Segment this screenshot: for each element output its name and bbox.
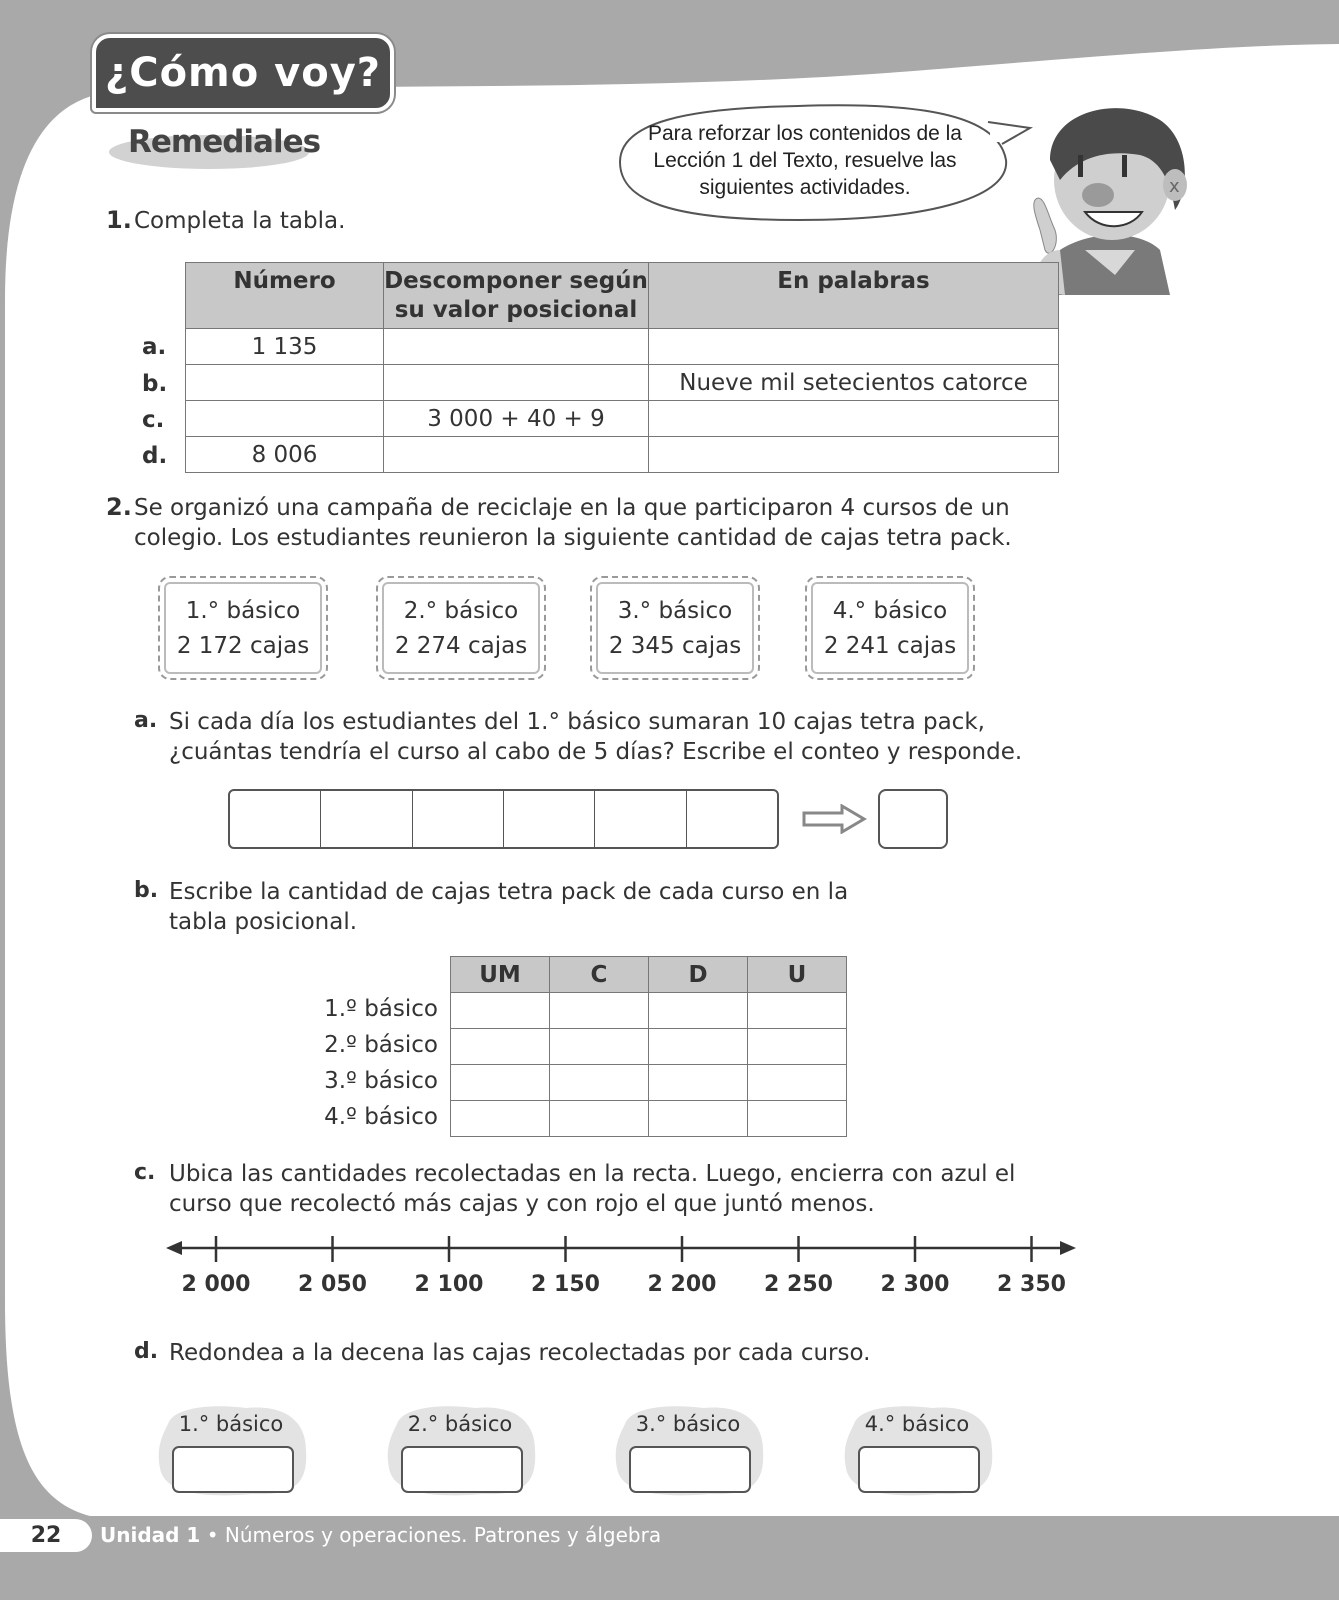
section-title: ¿Cómo voy? (92, 34, 394, 112)
row-label: 2.º básico (324, 1032, 438, 1058)
count-box[interactable] (595, 791, 686, 847)
cell-palabras[interactable] (649, 437, 1059, 473)
rounding-answer-box[interactable] (629, 1446, 751, 1493)
course-boxes: 2 241 cajas (823, 633, 957, 659)
table-row (451, 1101, 847, 1137)
footer-text (100, 1519, 661, 1552)
cell[interactable] (748, 993, 847, 1029)
cell[interactable] (649, 993, 748, 1029)
table-row (186, 401, 1059, 437)
bubble-line: Lección 1 del Texto, resuelve las (653, 149, 957, 172)
course-label: 1.° básico (178, 1412, 284, 1436)
header-numero: Número (186, 263, 384, 329)
header-um: UM (451, 957, 550, 993)
cell[interactable] (550, 1065, 649, 1101)
answer-box[interactable] (878, 789, 948, 849)
course-boxes: 2 345 cajas (608, 633, 742, 659)
cell[interactable] (550, 1029, 649, 1065)
page-number: 22 (0, 1519, 92, 1552)
cell-palabras[interactable] (649, 329, 1059, 365)
subquestion-text-line: Ubica las cantidades recolectadas en la recta. Luego, encierra con azul el (169, 1161, 1016, 1187)
question-text: Completa la tabla. (134, 208, 346, 234)
header-d: D (649, 957, 748, 993)
footer-unit: Unidad 1 (100, 1523, 201, 1547)
subquestion-text-line: Escribe la cantidad de cajas tetra pack de cada curso en la (169, 879, 849, 905)
subquestion-text: Redondea a la decena las cajas recolectadas por cada curso. (169, 1340, 871, 1366)
subtitle: Remediales (128, 124, 321, 160)
question-text-line: colegio. Los estudiantes reunieron la siguiente cantidad de cajas tetra pack. (134, 525, 1012, 551)
rounding-answer-box[interactable] (858, 1446, 980, 1493)
count-box[interactable] (504, 791, 595, 847)
table-row (451, 993, 847, 1029)
cell[interactable] (649, 1029, 748, 1065)
count-box[interactable] (687, 791, 777, 847)
course-label: 4.° básico (864, 1412, 970, 1436)
row-label: 1.º básico (324, 996, 438, 1022)
number-line-tick-label: 2 250 (764, 1272, 833, 1297)
cell-palabras[interactable]: Nueve mil setecientos catorce (649, 365, 1059, 401)
number-line-tick-label: 2 100 (414, 1272, 484, 1297)
rounding-answer-box[interactable] (172, 1446, 294, 1493)
svg-text:x: x (1169, 176, 1180, 197)
course-card (376, 576, 546, 680)
count-box[interactable] (413, 791, 504, 847)
footer-topic: Números y operaciones. Patrones y álgebra (224, 1523, 662, 1547)
bubble-line: siguientes actividades. (699, 176, 911, 199)
header-u: U (748, 957, 847, 993)
cell[interactable] (550, 1101, 649, 1137)
row-label: d. (142, 443, 168, 469)
cell[interactable] (748, 1101, 847, 1137)
cell[interactable] (550, 993, 649, 1029)
row-label: c. (142, 407, 165, 433)
subquestion-text-line: ¿cuántas tendría el curso al cabo de 5 días? Escribe el conteo y responde. (169, 739, 1023, 765)
bubble-line: Para reforzar los contenidos de la (647, 122, 962, 145)
header-descomponer: Descomponer según su valor posicional (384, 263, 649, 329)
question-number: 2. (106, 493, 132, 521)
row-label: 4.º básico (324, 1104, 438, 1130)
row-label: b. (142, 371, 168, 397)
rounding-answer-box[interactable] (401, 1446, 523, 1493)
arrow-right-icon (802, 804, 868, 834)
number-table (185, 262, 1059, 473)
course-boxes: 2 274 cajas (394, 633, 528, 659)
number-line-tick-label: 2 350 (997, 1272, 1066, 1297)
count-sequence-boxes (228, 789, 779, 849)
cell-descomponer[interactable] (384, 329, 649, 365)
cell[interactable] (748, 1029, 847, 1065)
cell-palabras[interactable] (649, 401, 1059, 437)
subquestion-label: a. (134, 708, 158, 733)
number-line-tick-label: 2 300 (880, 1272, 950, 1297)
cell[interactable] (649, 1065, 748, 1101)
place-value-table (450, 956, 847, 1137)
course-name: 2.° básico (403, 598, 519, 624)
table-row (186, 329, 1059, 365)
cell-numero[interactable] (186, 365, 384, 401)
cell[interactable] (451, 1065, 550, 1101)
cell-numero[interactable] (186, 401, 384, 437)
speech-bubble-text (630, 120, 980, 201)
number-line-tick-label: 2 000 (181, 1272, 251, 1297)
subquestion-text-line: Si cada día los estudiantes del 1.° básico sumaran 10 cajas tetra pack, (169, 709, 985, 735)
row-label: 3.º básico (324, 1068, 438, 1094)
course-label: 3.° básico (635, 1412, 741, 1436)
course-name: 4.° básico (832, 598, 948, 624)
table-row (186, 365, 1059, 401)
course-label: 2.° básico (407, 1412, 513, 1436)
number-line (166, 1232, 1078, 1268)
count-box[interactable] (321, 791, 412, 847)
table-row (451, 1029, 847, 1065)
cell-numero[interactable]: 1 135 (186, 329, 384, 365)
question-number: 1. (106, 206, 132, 234)
count-box[interactable] (230, 791, 321, 847)
course-boxes: 2 172 cajas (176, 633, 310, 659)
cell-descomponer[interactable]: 3 000 + 40 + 9 (384, 401, 649, 437)
cell[interactable] (649, 1101, 748, 1137)
cell[interactable] (451, 1029, 550, 1065)
number-line-tick-label: 2 200 (647, 1272, 717, 1297)
course-card (805, 576, 975, 680)
cell-descomponer[interactable] (384, 365, 649, 401)
course-name: 1.° básico (185, 598, 301, 624)
subquestion-text-line: curso que recolectó más cajas y con rojo el que juntó menos. (169, 1191, 875, 1217)
subquestion-label: b. (134, 878, 159, 903)
header-palabras: En palabras (649, 263, 1059, 329)
subquestion-label: d. (134, 1339, 159, 1364)
cell[interactable] (748, 1065, 847, 1101)
course-card (590, 576, 760, 680)
course-name: 3.° básico (617, 598, 733, 624)
number-line-tick-label: 2 150 (531, 1272, 600, 1297)
cell-descomponer[interactable] (384, 437, 649, 473)
table-row (451, 1065, 847, 1101)
cell-numero[interactable]: 8 006 (186, 437, 384, 473)
cell[interactable] (451, 993, 550, 1029)
row-label: a. (142, 334, 167, 360)
course-card (158, 576, 328, 680)
subquestion-text-line: tabla posicional. (169, 909, 358, 935)
table-row (186, 437, 1059, 473)
question-text-line: Se organizó una campaña de reciclaje en la que participaron 4 cursos de un (134, 495, 1010, 521)
cell[interactable] (451, 1101, 550, 1137)
footer-separator: • (200, 1523, 225, 1547)
subquestion-label: c. (134, 1160, 156, 1185)
number-line-tick-label: 2 050 (298, 1272, 367, 1297)
header-c: C (550, 957, 649, 993)
